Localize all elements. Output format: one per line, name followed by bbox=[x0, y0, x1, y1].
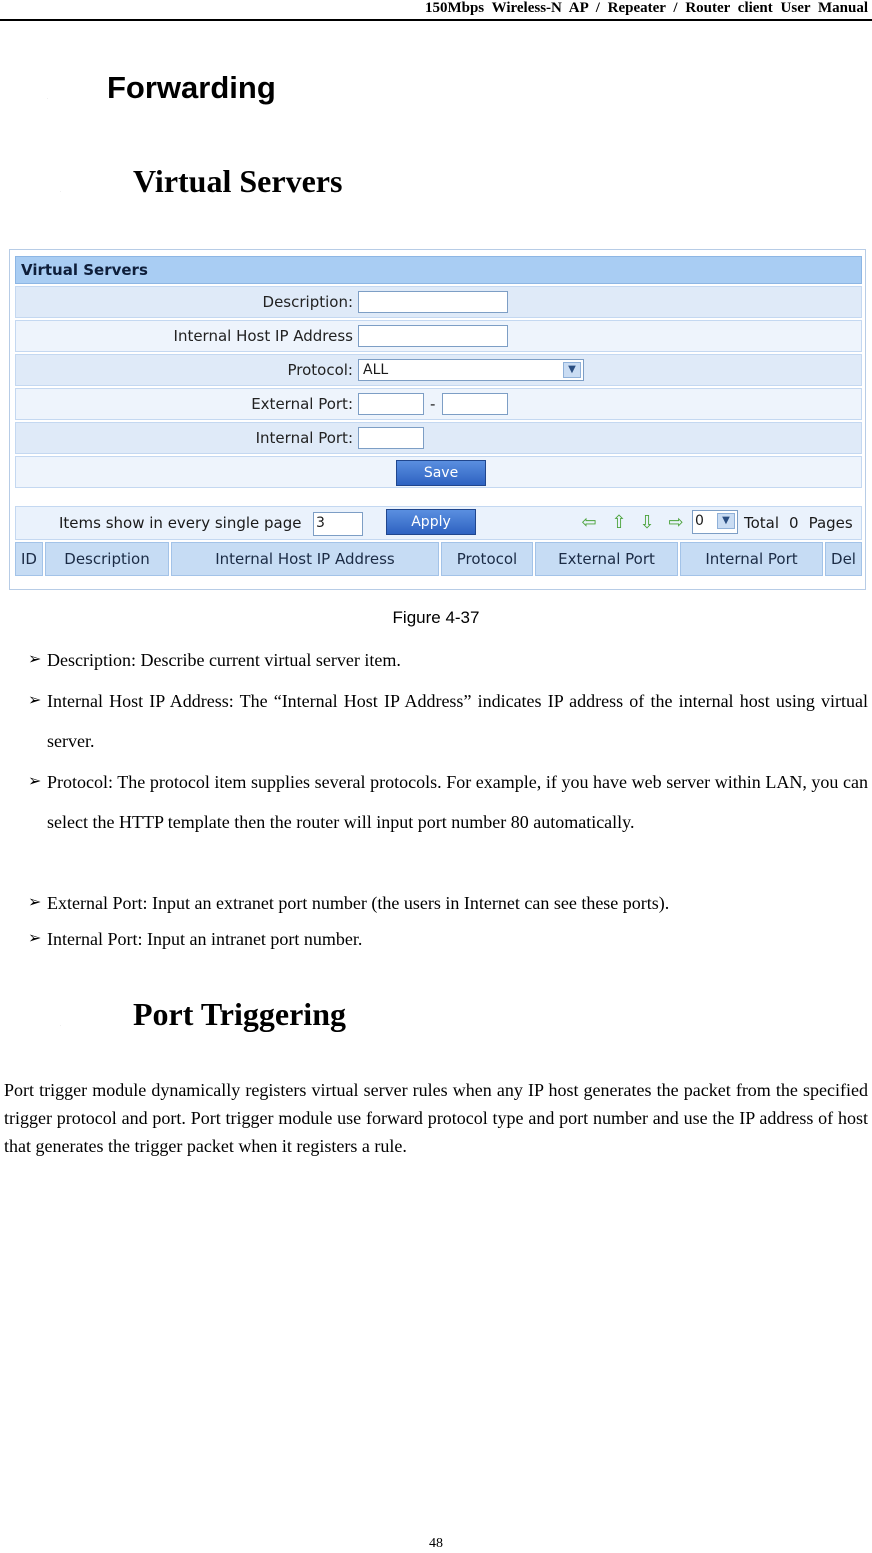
pagination-row bbox=[15, 506, 862, 540]
save-row bbox=[15, 456, 862, 488]
apply-button[interactable]: Apply bbox=[386, 509, 476, 535]
description-row bbox=[15, 286, 862, 318]
protocol-value: ALL bbox=[363, 362, 389, 378]
internal-port-input[interactable] bbox=[358, 427, 424, 449]
bullet-item bbox=[28, 921, 868, 957]
bullet-arrow-icon: ➢ bbox=[28, 651, 42, 668]
external-port-label: External Port: bbox=[251, 395, 353, 413]
bullet-arrow-icon: ➢ bbox=[28, 773, 42, 790]
arrow-up-icon[interactable]: ⇧ bbox=[611, 512, 627, 533]
arrow-right-icon[interactable]: ⇨ bbox=[668, 512, 684, 533]
internal-ip-label: Internal Host IP Address bbox=[173, 327, 353, 345]
figure-caption: Figure 4-37 bbox=[392, 608, 480, 627]
bullet-arrow-icon: ➢ bbox=[28, 894, 42, 911]
bullet-text: Protocol: The protocol item supplies several protocols. For example, if you have web server within LAN, you can select the HTTP template then the router will input port number 80 automatically. bbox=[47, 772, 868, 832]
heading-marker: . bbox=[60, 188, 61, 193]
external-port-row bbox=[15, 388, 862, 420]
save-button[interactable]: Save bbox=[396, 460, 486, 486]
bullet-item bbox=[28, 681, 868, 761]
internal-port-label: Internal Port: bbox=[255, 429, 353, 447]
description-input[interactable] bbox=[358, 291, 508, 313]
virtual-servers-form bbox=[15, 256, 862, 488]
column-header-id: ID bbox=[15, 542, 43, 576]
column-header-protocol: Protocol bbox=[441, 542, 533, 576]
bullet-text: Internal Port: Input an intranet port number. bbox=[47, 929, 363, 949]
internal-port-row bbox=[15, 422, 862, 454]
subsection-title-port-triggering: Port Triggering bbox=[133, 996, 346, 1032]
panel-title: Virtual Servers bbox=[15, 256, 862, 284]
total-value: 0 bbox=[789, 514, 799, 532]
protocol-row bbox=[15, 354, 862, 386]
chevron-down-icon[interactable]: ▼ bbox=[717, 513, 735, 529]
manual-title: 150Mbps Wireless-N AP / Repeater / Router client User Manual bbox=[424, 0, 868, 16]
internal-ip-input[interactable] bbox=[358, 325, 508, 347]
external-port-end-input[interactable] bbox=[442, 393, 508, 415]
heading-marker: . bbox=[47, 95, 48, 100]
bullet-text: Internal Host IP Address: The “Internal Host IP Address” indicates IP address of the internal host using virtual server. bbox=[47, 691, 868, 751]
page-header bbox=[0, 0, 872, 21]
total-pages bbox=[744, 507, 863, 539]
column-header-internal-ip: Internal Host IP Address bbox=[171, 542, 439, 576]
arrow-left-icon[interactable]: ⇦ bbox=[581, 512, 597, 533]
internal-ip-row bbox=[15, 320, 862, 352]
items-per-page-label: Items show in every single page bbox=[59, 514, 302, 532]
pages-label: Pages bbox=[808, 514, 853, 532]
bullet-item bbox=[28, 885, 868, 921]
heading-marker: . bbox=[60, 1022, 61, 1027]
page-select-value: 0 bbox=[695, 513, 704, 529]
arrow-down-icon[interactable]: ⇩ bbox=[639, 512, 655, 533]
bullet-item bbox=[28, 640, 868, 680]
column-header-external-port: External Port bbox=[535, 542, 678, 576]
bullet-text: External Port: Input an extranet port number (the users in Internet can see these ports). bbox=[47, 893, 670, 913]
protocol-select[interactable] bbox=[358, 359, 584, 381]
table-header bbox=[15, 542, 862, 576]
column-header-internal-port: Internal Port bbox=[680, 542, 823, 576]
column-header-del: Del bbox=[825, 542, 862, 576]
bullet-arrow-icon: ➢ bbox=[28, 930, 42, 947]
port-triggering-paragraph: Port trigger module dynamically registers virtual server rules when any IP host generates the packet from the specified trigger protocol and port. Port trigger module use forward protocol type and port number and use the IP address of host that generates the trigger packet when it registers a rule. bbox=[4, 1080, 868, 1156]
items-per-page-input[interactable]: 3 bbox=[313, 512, 363, 536]
description-label: Description: bbox=[262, 293, 353, 311]
chevron-down-icon[interactable]: ▼ bbox=[563, 362, 581, 378]
bullet-text: Description: Describe current virtual server item. bbox=[47, 650, 401, 670]
protocol-label: Protocol: bbox=[287, 361, 353, 379]
port-range-separator: - bbox=[430, 395, 436, 413]
virtual-servers-screenshot bbox=[9, 249, 866, 590]
subsection-title-virtual-servers: Virtual Servers bbox=[133, 163, 343, 199]
total-label: Total bbox=[744, 514, 780, 532]
page-number: 48 bbox=[429, 1536, 443, 1551]
bullet-item bbox=[28, 762, 868, 842]
bullet-arrow-icon: ➢ bbox=[28, 692, 42, 709]
page-select[interactable] bbox=[692, 510, 738, 534]
section-title: Forwarding bbox=[107, 70, 276, 105]
column-header-description: Description bbox=[45, 542, 169, 576]
external-port-start-input[interactable] bbox=[358, 393, 424, 415]
